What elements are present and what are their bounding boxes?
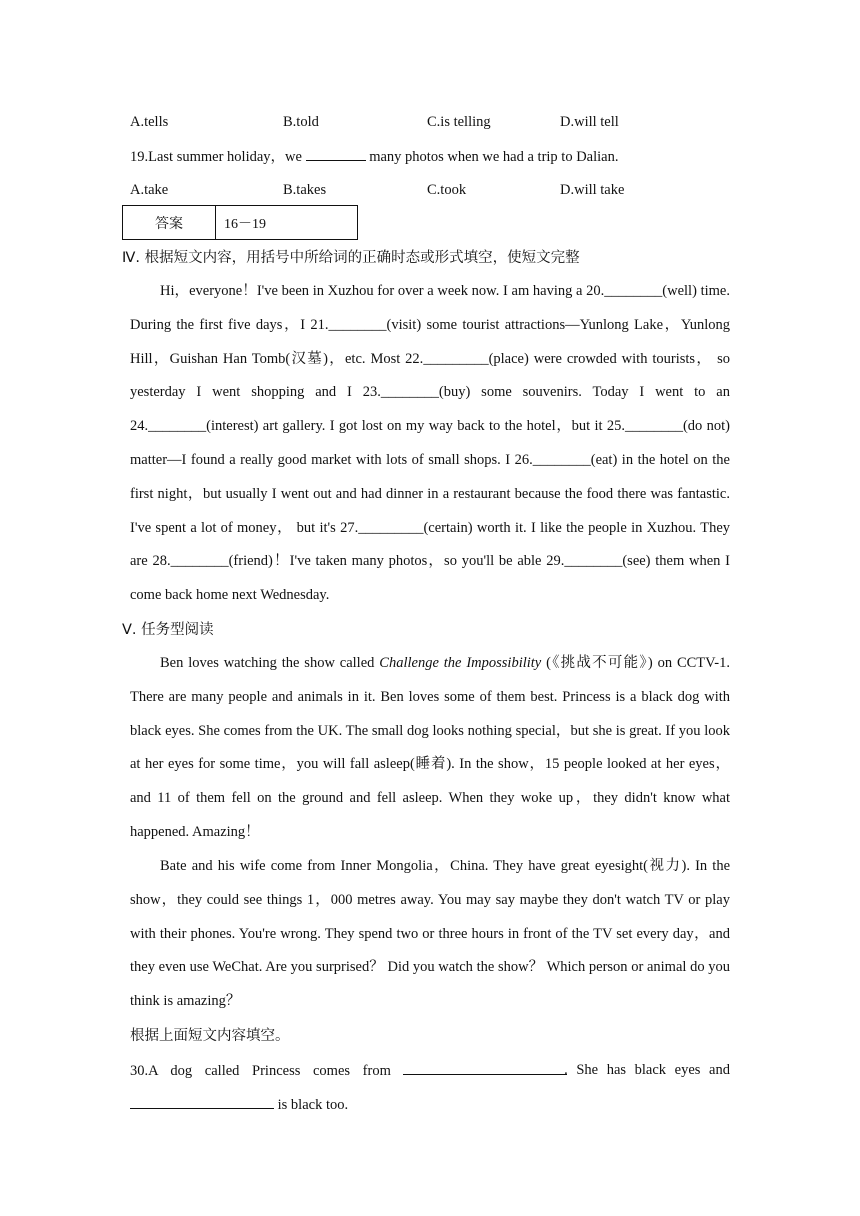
- passage-blank: _________: [358, 519, 424, 536]
- q18-option-d: D.will tell: [560, 114, 619, 130]
- q18-option-a: A.tells: [130, 114, 169, 130]
- q30-line-2: [130, 1094, 348, 1115]
- q19-stem-after: many photos when we had a trip to Dalian.: [365, 149, 619, 165]
- answer-value: 16－19: [216, 206, 358, 240]
- passage-blank: ________: [380, 384, 439, 401]
- passage-blank: ________: [170, 553, 229, 570]
- section5-heading: Ⅴ. 任务型阅读: [122, 622, 214, 638]
- section4-heading: Ⅳ. 根据短文内容，用括号中所给词的正确时态或形式填空，使短文完整: [122, 250, 580, 266]
- passage-blank: ________: [604, 283, 663, 299]
- section5-paragraph-1: [130, 647, 730, 850]
- passage-text: (interest) art gallery. I got lost on my way back to the hotel，but it 25.: [206, 418, 625, 435]
- passage-text: (place) were crowded with tourists， so yesterday I went shopping and I 23.: [130, 350, 730, 401]
- q19-option-d: D.will take: [560, 182, 625, 198]
- q19-option-b: B.takes: [283, 182, 327, 198]
- passage-text: (visit) some tourist attractions—Yunlong Lake，Yunlong Hill，Guishan Han Tomb(汉墓)，etc. Most 22.: [130, 316, 730, 367]
- q30-after: is black too.: [274, 1097, 349, 1113]
- section4-passage: [130, 275, 730, 613]
- q30-blank-1: [403, 1060, 567, 1075]
- q19-stem-before: 19.Last summer holiday，we: [130, 149, 306, 165]
- p1-before: Ben loves watching the show called: [160, 655, 380, 671]
- q30-blank-2: [130, 1094, 274, 1109]
- passage-blank: _________: [423, 350, 489, 367]
- passage-text: (friend)！I've taken many photos，so you'll be able 29.: [228, 553, 565, 570]
- q19-blank: [306, 146, 366, 161]
- answer-table: [122, 205, 358, 240]
- q18-option-b: B.told: [283, 114, 319, 130]
- passage-text: Hi，everyone！I've been in Xuzhou for over a week now. I am having a 20.: [160, 283, 605, 299]
- passage-text: (do not) matter—I found a really good market with lots of small shops. I 26.: [130, 418, 730, 468]
- q19-option-a: A.take: [130, 182, 169, 198]
- p1-after: (《挑战不可能》) on CCTV-1. There are many people and animals in it. Ben loves some of them best. Princess is a black dog with black eyes. She comes from the UK. The small dog looks nothing special，but she is great. If you look at her eyes for some time，you will fall asleep(睡着). In the show，15 people looked at her eyes，and 11 of them fell on the ground and fell asleep. When they woke up，they didn't know what happened. Amazing！: [130, 655, 731, 840]
- passage-text: (well) time. During the first five days，I 21.: [130, 283, 730, 333]
- q19-stem: [130, 146, 618, 167]
- passage-text: (eat) in the hotel on the first night，but usually I went out and had dinner in a restaurant because the food there was fantastic. I've spent a lot of money， but it's 27.: [130, 451, 730, 536]
- passage-blank: ________: [532, 451, 591, 468]
- section5-instruction: 根据上面短文内容填空。: [130, 1028, 290, 1044]
- passage-text: (see) them when I come back home next Wednesday.: [130, 553, 731, 604]
- q19-option-c: C.took: [427, 182, 467, 198]
- answer-label: 答案: [123, 206, 216, 240]
- passage-text: (buy) some souvenirs. Today I went to an 24.: [130, 384, 730, 435]
- answer-row: [123, 206, 358, 240]
- q30-line-1: [130, 1060, 730, 1081]
- passage-text: (certain) worth it. I like the people in Xuzhou. They are 28.: [130, 519, 730, 570]
- passage-blank: ________: [624, 418, 683, 435]
- q30-before: 30.A dog called Princess comes from: [130, 1063, 404, 1079]
- q18-option-c: C.is telling: [427, 114, 491, 130]
- q30-mid: . She has black eyes and: [564, 1062, 730, 1078]
- show-title: Challenge the Impossibility: [379, 655, 542, 671]
- passage-blank: ________: [328, 316, 387, 333]
- passage-blank: ________: [564, 553, 623, 570]
- section5-paragraph-2: Bate and his wife come from Inner Mongolia，China. They have great eyesight(视力). In the show，they could see things 1，000 metres away. You may say maybe they don't watch TV or play with their phones. You're wrong. They spend two or three hours in front of the TV set every day，and they even use WeChat. Are you surprised？ Did you watch the show？ Which person or animal do you think is amazing？: [130, 858, 730, 1010]
- passage-blank: ________: [148, 418, 207, 435]
